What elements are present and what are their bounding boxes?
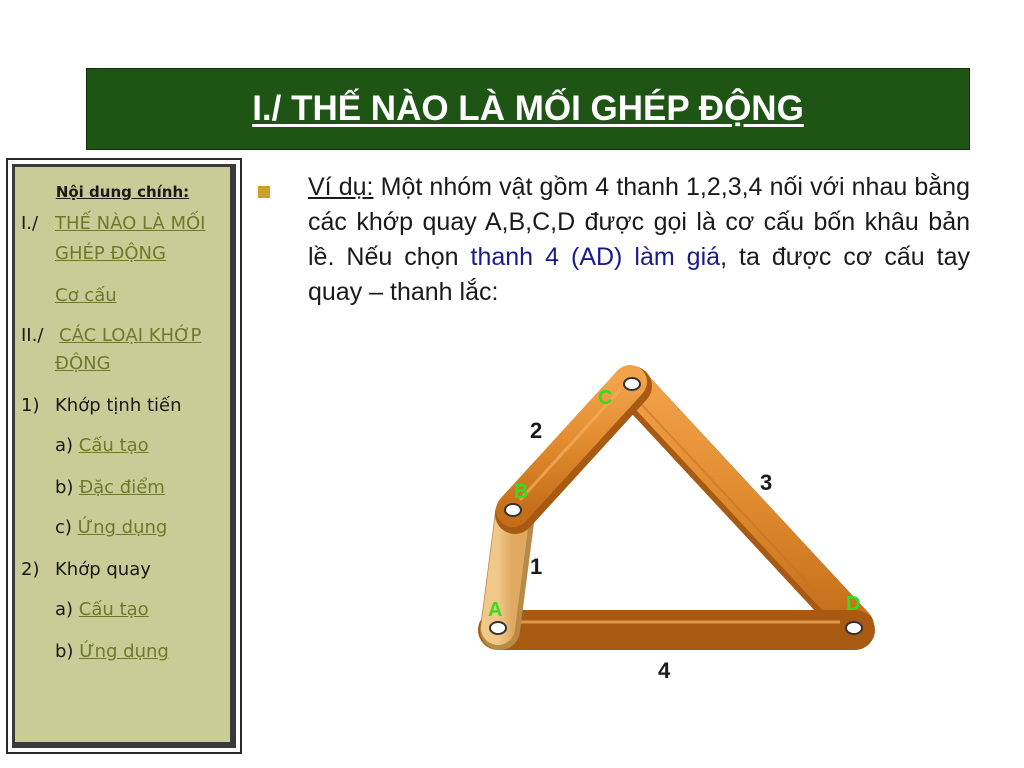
sidebar-link-the-nao-la-moi-ghep-dong-line2[interactable]: GHÉP ĐỘNG (55, 243, 166, 264)
bar-label-1: 1 (530, 554, 543, 579)
title-bar (86, 68, 970, 150)
sidebar-link-cac-loai-khop-dong[interactable]: CÁC LOẠI KHỚP (59, 325, 202, 346)
bar-label-2: 2 (530, 418, 543, 443)
sidebar-link-cau-tao-1[interactable]: Cấu tạo (78, 435, 149, 456)
four-bar-mechanism-figure (460, 360, 890, 690)
bar-2 (513, 382, 632, 514)
sidebar-link-ung-dung-1[interactable]: Ứng dụng (77, 517, 168, 538)
sidebar-khop-quay: Khớp quay (55, 559, 151, 580)
joint-c-hole (624, 378, 640, 390)
sidebar-num-1: 1) (21, 395, 40, 416)
sidebar-inner (12, 164, 236, 748)
sidebar-link-co-cau[interactable]: Cơ cấu (55, 285, 117, 306)
sidebar-item-1-prefix: I./ (21, 213, 39, 234)
joint-d-hole (846, 622, 862, 634)
sidebar-link-ung-dung-2[interactable]: Ứng dụng (79, 641, 169, 662)
bullet-square-icon (258, 186, 270, 198)
sidebar-link-cau-tao-2[interactable]: Cấu tạo (78, 599, 149, 620)
joint-label-b: B (514, 481, 529, 503)
sidebar-2b-prefix: b) (55, 641, 74, 662)
sidebar-link-dac-diem[interactable]: Đặc điểm (79, 477, 165, 498)
page-title: I./ THẾ NÀO LÀ MỐI GHÉP ĐỘNG (252, 89, 804, 128)
joint-a-hole (490, 622, 506, 634)
sidebar-1b-prefix: b) (55, 477, 74, 498)
sidebar-link-cac-loai-khop-dong-line2[interactable]: ĐỘNG (55, 353, 111, 374)
joint-label-a: A (488, 599, 503, 621)
sidebar-1c-prefix: c) (55, 517, 72, 538)
example-text-1: Một nhóm vật gồm 4 thanh 1,2,3,4 nối với nhau bằng các khớp quay A,B,C,D được gọi là cơ cấu bốn khâu bản lề. Nếu chọn (308, 173, 970, 271)
joint-b-hole (505, 504, 521, 516)
joint-label-c: C (598, 387, 613, 409)
sidebar-link-the-nao-la-moi-ghep-dong[interactable]: THẾ NÀO LÀ MỐI (55, 213, 206, 234)
sidebar-1a-prefix: a) (55, 435, 74, 456)
example-paragraph (308, 170, 970, 310)
example-text-2: , ta được cơ cấu tay quay – thanh lắc: (308, 243, 970, 306)
sidebar-2a-prefix: a) (55, 599, 74, 620)
joint-label-d: D (846, 593, 861, 615)
example-highlight: thanh 4 (AD) làm giá (470, 243, 721, 271)
sidebar-heading: Nội dung chính: (55, 183, 190, 201)
sidebar-khop-tinh-tien: Khớp tịnh tiến (55, 395, 182, 416)
sidebar-item-2-prefix: II./ (21, 325, 44, 346)
bar-label-3: 3 (760, 470, 773, 495)
bar-3 (628, 382, 855, 626)
example-label: Ví dụ: (308, 173, 374, 201)
sidebar-num-2: 2) (21, 559, 40, 580)
bar-label-4: 4 (658, 658, 671, 683)
bar-4 (498, 622, 855, 630)
sidebar-panel (6, 158, 242, 754)
